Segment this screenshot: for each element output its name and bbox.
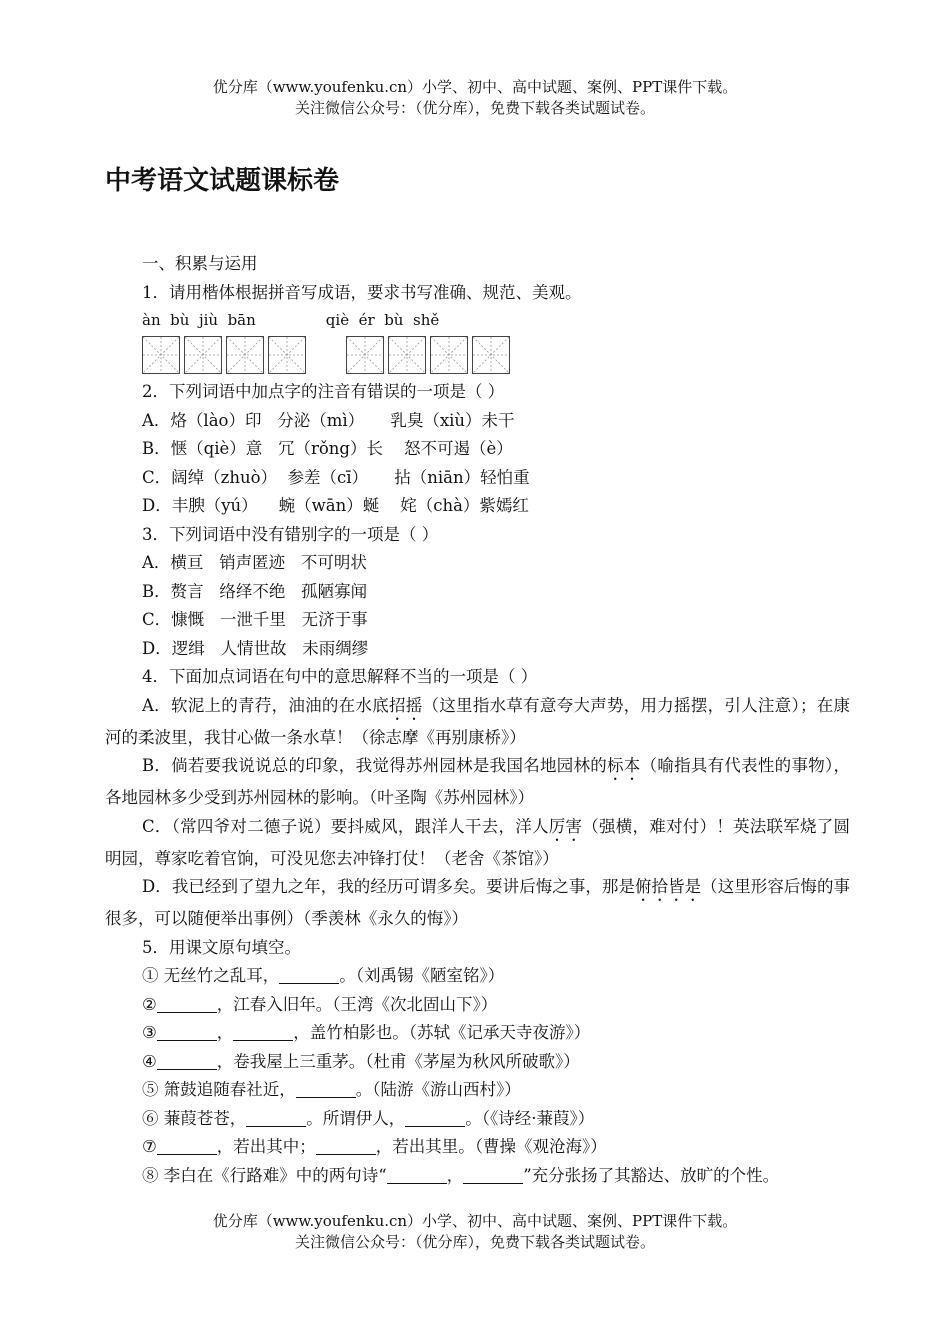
writing-grid-cell[interactable] — [472, 336, 510, 374]
answer-blank[interactable] — [157, 1051, 217, 1070]
q5-stem: 5．用课文原句填空。 — [142, 937, 301, 957]
q3-stem: 3．下列词语中没有错别字的一项是（ ） — [142, 524, 439, 544]
q5-item-8 — [105, 1162, 850, 1191]
q5-1-text: ① 无丝竹之乱耳， — [142, 966, 280, 985]
page-footer — [0, 1211, 950, 1253]
q5-item-3 — [105, 1019, 850, 1048]
q4-c-text: C．（常四爷对二德子说）要抖威风，跟洋人干去，洋人 — [142, 816, 549, 836]
answer-blank[interactable] — [157, 1136, 217, 1155]
q5-3-sep: ， — [216, 1023, 234, 1042]
q5-7-num: ⑦ — [142, 1137, 157, 1156]
footer-line-1: 优分库（www.youfenku.cn）小学、初中、高中试题、案例、PPT课件下载。 — [212, 1212, 738, 1230]
q5-item-7 — [105, 1133, 850, 1162]
q1-stem: 1．请用楷体根据拼音写成语，要求书写准确、规范、美观。 — [142, 282, 582, 302]
header-line-2: 关注微信公众号：（优分库），免费下载各类试题试卷。 — [294, 99, 655, 117]
q4-b-dotted-word: 标本 — [607, 756, 641, 775]
footer-line-2: 关注微信公众号：（优分库），免费下载各类试题试卷。 — [294, 1233, 655, 1251]
q5-3-text: ，盖竹柏影也。（苏轼《记承天寺夜游》） — [293, 1023, 591, 1042]
q3-option-a: A．横亘 销声匿迹 不可明状 — [142, 553, 367, 572]
q2-option-c: C．阔绰（zhuò） 参差（cī） 拈（niān）轻怕重 — [142, 467, 530, 487]
answer-blank[interactable] — [316, 1136, 376, 1155]
q4-c-dotted-word: 厉害 — [548, 816, 583, 836]
answer-blank[interactable] — [233, 1022, 293, 1041]
writing-grid-cell[interactable] — [268, 336, 306, 374]
answer-blank[interactable] — [157, 994, 217, 1013]
q4-option-a — [105, 692, 850, 753]
q4-a-text: A．软泥上的青荇，油油的在水底 — [142, 695, 389, 715]
writing-grid-cell[interactable] — [184, 336, 222, 374]
q3-option-d: D．逻缉 人情世故 未雨绸缪 — [142, 638, 369, 658]
q5-5-text: ⑤ 箫鼓追随春社近， — [142, 1080, 296, 1099]
q4-a-explanation: （这里指水草有意夸大声势，用力摇摆，引人注意）；在康河的柔波里，我甘心做一条水草！（徐志摩《再别康桥》） — [105, 695, 851, 747]
q5-8-text-end: ”充分张扬了其豁达、放旷的个性。 — [523, 1165, 780, 1185]
writing-grid-cell[interactable] — [388, 336, 426, 374]
section-heading: 一、积累与运用 — [142, 254, 258, 273]
header-line-1: 优分库（www.youfenku.cn）小学、初中、高中试题、案例、PPT课件下载。 — [212, 78, 738, 96]
q1-pinyin-1: àn bù jiù bān — [142, 311, 256, 329]
q2-option-d: D．丰腴（yú） 蜿（wān）蜒 姹（chà）紫嫣红 — [142, 496, 529, 515]
q4-option-c — [105, 813, 850, 874]
q5-1-source: 。（刘禹锡《陋室铭》） — [339, 966, 505, 985]
q5-8-mid: ， — [446, 1165, 464, 1185]
q2-stem: 2．下列词语中加点字的注音有错误的一项是（ ） — [142, 382, 505, 401]
document-title: 中考语文试题课标卷 — [105, 166, 340, 196]
q5-item-2 — [105, 991, 850, 1020]
q4-stem: 4．下面加点词语在句中的意思解释不当的一项是（ ） — [142, 667, 538, 686]
q5-4-text: ，卷我屋上三重茅。（杜甫《茅屋为秋风所破歌》） — [216, 1051, 580, 1071]
q1-pinyin-2: qiè ér bù shě — [325, 311, 440, 329]
q3-option-b: B．赘言 络绎不绝 孤陋寡闻 — [142, 581, 368, 601]
q1-writing-grids — [105, 332, 850, 378]
q3-option-c: C．慷慨 一泄千里 无济于事 — [142, 610, 368, 629]
q5-item-6 — [105, 1105, 850, 1134]
answer-blank[interactable] — [463, 1165, 523, 1184]
q4-c-explanation: （强横，难对付）！英法联军烧了圆明园，尊家吃着官饷，可没见您去冲锋打仗！（老舍《茶馆》） — [105, 816, 851, 868]
q5-item-4 — [105, 1048, 850, 1077]
q5-7-source: ，若出其里。（曹操《观沧海》） — [375, 1137, 607, 1156]
q5-8-text: ⑧ 李白在《行路难》中的两句诗“ — [142, 1165, 387, 1185]
q5-3-num: ③ — [142, 1023, 157, 1042]
q4-b-text: B．倘若要我说说总的印象，我觉得苏州园林是我国名地园林的 — [142, 756, 608, 775]
writing-grid-cell[interactable] — [226, 336, 264, 374]
answer-blank[interactable] — [296, 1079, 356, 1098]
q4-d-dotted-word: 俯拾皆是 — [635, 877, 702, 896]
q5-6-mid: 。所谓伊人， — [306, 1108, 406, 1128]
answer-blank[interactable] — [387, 1165, 447, 1184]
q4-d-explanation: （这里形容后悔的事很多，可以随便举出事例）（季羡林《永久的悔》） — [105, 877, 851, 928]
q5-2-num: ② — [142, 994, 157, 1014]
q5-4-num: ④ — [142, 1051, 157, 1071]
exam-content — [105, 250, 850, 1190]
answer-blank[interactable] — [157, 1022, 217, 1041]
answer-blank[interactable] — [405, 1108, 465, 1127]
q5-5-source: 。（陆游《游山西村》） — [355, 1080, 521, 1099]
writing-grid-cell[interactable] — [142, 336, 180, 374]
writing-grid-cell[interactable] — [430, 336, 468, 374]
q5-6-source: 。（《诗经·蒹葭》） — [465, 1108, 595, 1128]
q5-item-5 — [105, 1076, 850, 1105]
q4-option-b — [105, 752, 850, 813]
q1-pinyin-row — [105, 308, 850, 332]
q4-a-dotted-word: 招摇 — [388, 695, 423, 715]
answer-blank[interactable] — [279, 965, 339, 984]
q4-option-d — [105, 873, 850, 934]
q5-7-mid: ，若出其中； — [216, 1137, 316, 1156]
q2-option-a: A．烙（lào）印 分泌（mì） 乳臭（xiù）未干 — [142, 410, 515, 430]
page-header — [0, 77, 950, 119]
writing-grid-cell[interactable] — [346, 336, 384, 374]
grid-group-2 — [346, 336, 514, 374]
q4-b-explanation: （喻指具有代表性的事物），各地园林多少受到苏州园林的影响。（叶圣陶《苏州园林》） — [105, 756, 850, 807]
q2-option-b: B．惬（qiè）意 冗（rǒng）长 怒不可遏（è） — [142, 439, 513, 458]
q4-d-text: D．我已经到了望九之年，我的经历可谓多矣。要讲后悔之事，那是 — [142, 877, 635, 896]
q5-2-text: ，江春入旧年。（王湾《次北固山下》） — [216, 994, 498, 1014]
q5-6-text: ⑥ 蒹葭苍苍， — [142, 1108, 247, 1128]
q5-item-1 — [105, 962, 850, 991]
grid-group-1 — [142, 336, 310, 374]
answer-blank[interactable] — [246, 1108, 306, 1127]
